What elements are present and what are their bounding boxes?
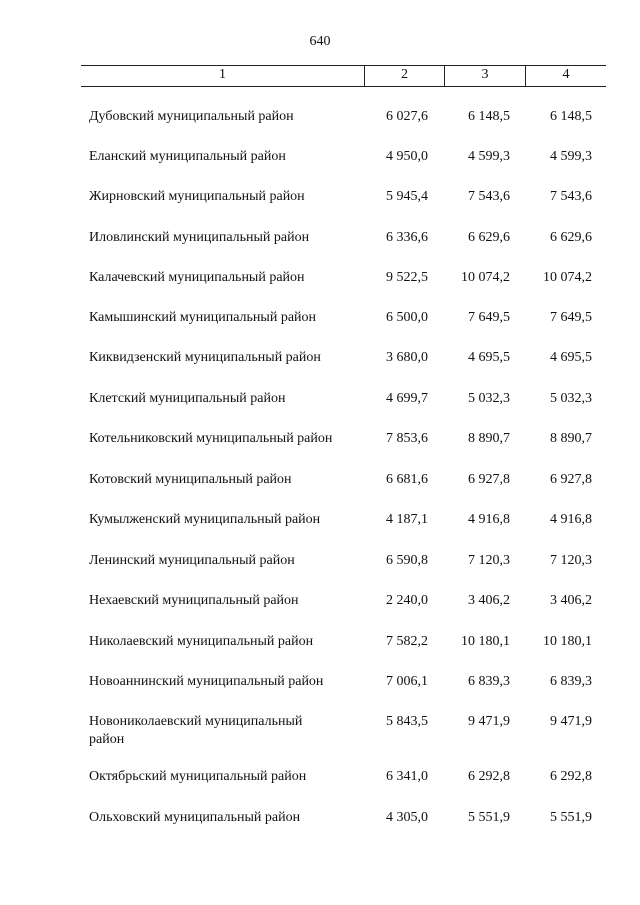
value-col-3: 4 916,8 [468, 512, 510, 527]
value-col-2: 5 945,4 [386, 189, 428, 204]
district-name: Иловлинский муниципальный район [89, 230, 310, 245]
value-col-3: 4 695,5 [468, 350, 510, 365]
district-name: Калачевский муниципальный район [89, 270, 305, 285]
value-col-3: 6 839,3 [468, 674, 510, 689]
value-col-3: 7 543,6 [468, 189, 510, 204]
value-col-4: 6 839,3 [550, 674, 592, 689]
value-col-2: 6 027,6 [386, 109, 428, 124]
district-name: Киквидзенский муниципальный район [89, 350, 321, 365]
value-col-3: 6 292,8 [468, 769, 510, 784]
value-col-4: 6 292,8 [550, 769, 592, 784]
value-col-4: 6 927,8 [550, 472, 592, 487]
value-col-4: 9 471,9 [550, 714, 592, 729]
value-col-3: 7 649,5 [468, 310, 510, 325]
value-col-4: 3 406,2 [550, 593, 592, 608]
value-col-3: 3 406,2 [468, 593, 510, 608]
value-col-4: 4 695,5 [550, 350, 592, 365]
district-name: Камышинский муниципальный район [89, 310, 317, 325]
district-name: Николаевский муниципальный район [89, 634, 314, 649]
value-col-2: 4 187,1 [386, 512, 428, 527]
value-col-3: 8 890,7 [468, 431, 510, 446]
value-col-4: 6 148,5 [550, 109, 592, 124]
value-col-2: 3 680,0 [386, 350, 428, 365]
column-header-1: 1 [81, 66, 365, 86]
value-col-2: 4 950,0 [386, 149, 428, 164]
value-col-3: 5 551,9 [468, 810, 510, 825]
value-col-4: 8 890,7 [550, 431, 592, 446]
district-name: Еланский муниципальный район [89, 149, 286, 164]
district-name: Дубовский муниципальный район [89, 109, 294, 124]
value-col-3: 6 629,6 [468, 230, 510, 245]
value-col-2: 5 843,5 [386, 714, 428, 729]
value-col-3: 10 074,2 [461, 270, 510, 285]
page-number: 640 [309, 34, 331, 49]
value-col-2: 7 006,1 [386, 674, 428, 689]
district-name: Котельниковский муниципальный район [89, 431, 333, 446]
value-col-3: 7 120,3 [468, 553, 510, 568]
district-name: Котовский муниципальный район [89, 472, 292, 487]
district-name: Ольховский муниципальный район [89, 810, 301, 825]
district-name: Жирновский муниципальный район [89, 189, 305, 204]
district-name: Нехаевский муниципальный район [89, 593, 299, 608]
value-col-2: 6 590,8 [386, 553, 428, 568]
district-name: Октябрьский муниципальный район [89, 769, 307, 784]
value-col-3: 10 180,1 [461, 634, 510, 649]
district-name: Кумылженский муниципальный район [89, 512, 321, 527]
value-col-4: 6 629,6 [550, 230, 592, 245]
district-name: Ленинский муниципальный район [89, 553, 295, 568]
value-col-3: 9 471,9 [468, 714, 510, 729]
value-col-3: 6 927,8 [468, 472, 510, 487]
value-col-4: 7 649,5 [550, 310, 592, 325]
value-col-2: 6 681,6 [386, 472, 428, 487]
value-col-4: 10 180,1 [543, 634, 592, 649]
value-col-4: 5 551,9 [550, 810, 592, 825]
value-col-3: 5 032,3 [468, 391, 510, 406]
value-col-2: 6 341,0 [386, 769, 428, 784]
column-header-2: 2 [365, 66, 445, 86]
value-col-3: 4 599,3 [468, 149, 510, 164]
value-col-2: 7 582,2 [386, 634, 428, 649]
value-col-2: 4 305,0 [386, 810, 428, 825]
value-col-4: 7 120,3 [550, 553, 592, 568]
column-header-3: 3 [445, 66, 526, 86]
value-col-4: 7 543,6 [550, 189, 592, 204]
district-name: Новониколаевский муниципальный район [89, 714, 303, 747]
table-header [81, 65, 606, 87]
value-col-2: 9 522,5 [386, 270, 428, 285]
value-col-4: 10 074,2 [543, 270, 592, 285]
value-col-4: 4 916,8 [550, 512, 592, 527]
value-col-2: 6 500,0 [386, 310, 428, 325]
value-col-2: 4 699,7 [386, 391, 428, 406]
district-name: Новоаннинский муниципальный район [89, 674, 324, 689]
value-col-2: 2 240,0 [386, 593, 428, 608]
value-col-2: 6 336,6 [386, 230, 428, 245]
column-header-4: 4 [562, 67, 570, 82]
value-col-4: 4 599,3 [550, 149, 592, 164]
district-name: Клетский муниципальный район [89, 391, 286, 406]
value-col-4: 5 032,3 [550, 391, 592, 406]
value-col-2: 7 853,6 [386, 431, 428, 446]
value-col-3: 6 148,5 [468, 109, 510, 124]
